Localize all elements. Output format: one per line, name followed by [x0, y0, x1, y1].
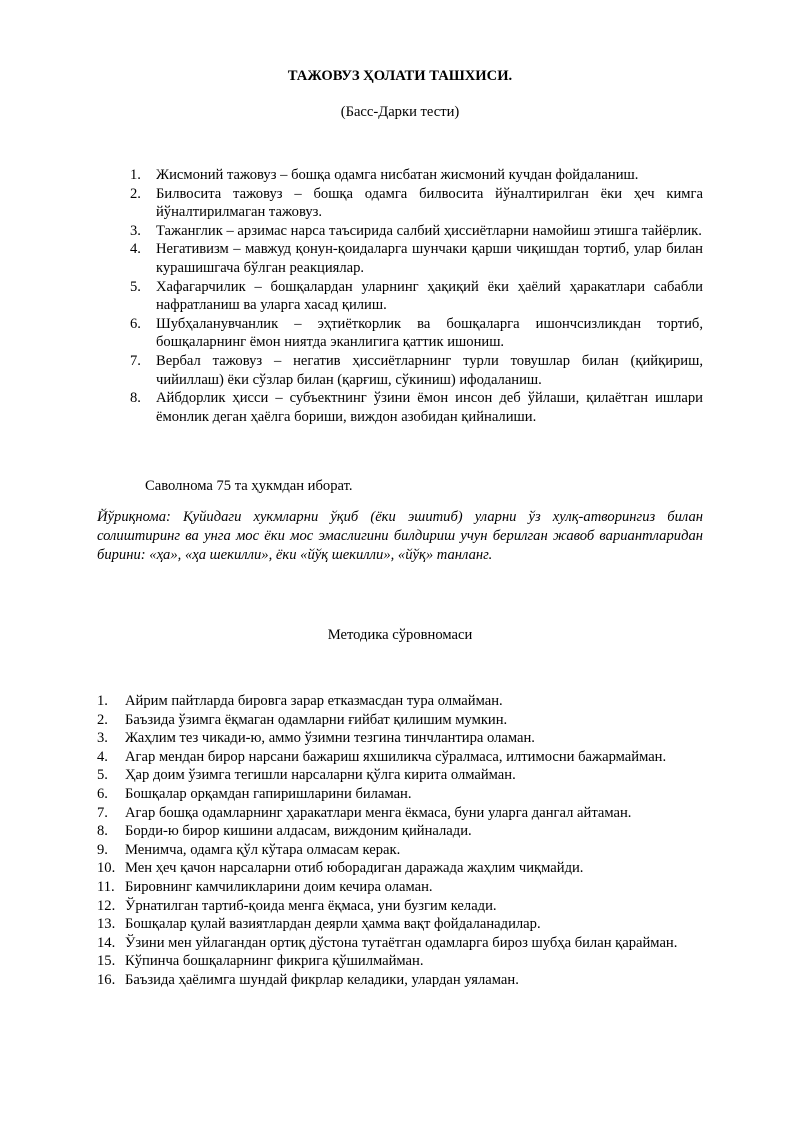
definition-item [130, 278, 703, 315]
question-item-text: Бировнинг камчиликларини доим кечира оламан. [125, 878, 433, 895]
question-item-number: 2. [97, 711, 108, 728]
question-item-text: Ҳар доим ўзимга тегишли нарсаларни қўлга кирита олмайман. [125, 767, 516, 784]
question-item [97, 711, 703, 730]
definition-item-number: 1. [130, 167, 141, 183]
definition-item [130, 315, 703, 352]
document-subtitle: (Басс-Дарки тести) [340, 104, 460, 120]
question-item-number: 15. [97, 953, 116, 970]
question-item-text: Бошқалар қулай вазиятлардан деярли ҳамма вақт фойдаланадилар. [125, 916, 541, 933]
question-item [97, 897, 703, 916]
definition-item-text: Негативизм – мавжуд қонун-қоидаларга шунчаки қарши чиқишдан тортиб, улар билан курашишгача бўлган реакциялар. [156, 241, 703, 276]
definitions-list [130, 166, 703, 426]
question-item-number: 8. [97, 823, 108, 840]
question-item-number: 16. [97, 971, 116, 988]
question-item [97, 785, 703, 804]
definition-item-number: 2. [130, 185, 141, 202]
document-title: ТАЖОВУЗ ҲОЛАТИ ТАШХИСИ. [287, 68, 513, 84]
question-item-number: 13. [97, 916, 116, 933]
question-item-number: 7. [97, 804, 108, 821]
definition-item-text: Жисмоний тажовуз – бошқа одамга нисбатан жисмоний кучдан фойдаланиш. [156, 167, 639, 183]
section-title: Методика сўровномаси [327, 627, 473, 643]
questions-list [97, 692, 703, 990]
definition-item-number: 7. [130, 352, 141, 369]
definition-item [130, 240, 703, 277]
summary-text: Саволнома 75 та ҳукмдан иборат. [145, 478, 353, 494]
definition-item-number: 3. [130, 222, 141, 239]
question-item [97, 729, 703, 748]
question-item [97, 841, 703, 860]
definition-item [130, 389, 703, 426]
question-item-text: Агар мендан бирор нарсани бажариш яхшиликча сўралмаса, илтимосни бажармайман. [125, 748, 667, 765]
question-item [97, 915, 703, 934]
question-item-number: 9. [97, 841, 108, 858]
definition-item [130, 185, 703, 222]
question-item-number: 14. [97, 934, 116, 951]
question-item-number: 12. [97, 897, 116, 914]
definition-item-number: 6. [130, 315, 141, 332]
question-item-number: 3. [97, 730, 108, 747]
question-item [97, 878, 703, 897]
question-item-text: Бошқалар орқамдан гапиришларини биламан. [125, 785, 412, 802]
question-item [97, 971, 703, 990]
question-item [97, 804, 703, 823]
question-item [97, 748, 703, 767]
question-item-text: Борди-ю бирор кишини алдасам, виждоним қийналади. [125, 823, 472, 840]
question-item-text: Жаҳлим тез чикади-ю, аммо ўзимни тезгина тинчлантира оламан. [125, 730, 535, 747]
question-item-number: 11. [97, 878, 115, 895]
definition-item [130, 166, 703, 185]
definition-item-number: 4. [130, 241, 141, 258]
definition-item-number: 8. [130, 390, 141, 407]
question-item-text: Айрим пайтларда бировга зарар етказмасдан тура олмайман. [125, 693, 503, 709]
question-item-text: Баъзида ўзимга ёқмаган одамларни ғийбат қилишим мумкин. [125, 711, 508, 728]
question-item [97, 766, 703, 785]
question-item-text: Баъзида ҳаёлимга шундай фикрлар келадики, улардан уяламан. [125, 971, 519, 988]
question-item-text: Кўпинча бошқаларнинг фикрига қўшилмайман. [125, 953, 424, 970]
definition-item [130, 352, 703, 389]
question-item-number: 10. [97, 860, 116, 877]
instruction-text: Йўриқнома: Қуйидаги хукмларни ўқиб (ёки эшитиб) уларни ўз хулқ-атворингиз билан солиштиринг ва унга мос ёки мос эмаслигини билдириш учун берилган жавоб вариантларидан бирини: «ҳа», «ҳа шекилли», ёки «йўқ шекилли», «йўқ» танланг. [97, 509, 703, 564]
question-item-text: Ўзини мен уйлагандан ортиқ дўстона тутаётган одамларга бироз шубҳа билан қарайман. [125, 934, 678, 951]
question-item-text: Мен ҳеч қачон нарсаларни отиб юборадиган даражада жаҳлим чиқмайди. [125, 860, 584, 877]
question-item [97, 822, 703, 841]
question-item [97, 692, 703, 711]
question-item-text: Ўрнатилган тартиб-қоида менга ёқмаса, уни бузгим келади. [125, 897, 497, 914]
definition-item-text: Вербал тажовуз – негатив ҳиссиётларнинг турли товушлар билан (қийқириш, чийиллаш) ёки сўзлар билан (қарғиш, сўкиниш) ифодаланиш. [156, 352, 703, 388]
question-item [97, 952, 703, 971]
question-item-number: 4. [97, 748, 108, 765]
question-item-number: 5. [97, 767, 108, 784]
question-item [97, 934, 703, 953]
question-item-number: 1. [97, 693, 108, 709]
question-item [97, 859, 703, 878]
definition-item-text: Билвосита тажовуз – бошқа одамга билвосита йўналтирилган ёки ҳеч кимга йўналтирилмаган тажовуз. [156, 185, 703, 221]
definition-item-text: Тажанглик – арзимас нарса таъсирида салбий ҳиссиётларни намойиш этишга тайёрлик. [156, 222, 702, 239]
question-item-number: 6. [97, 785, 108, 802]
definition-item-text: Хафагарчилик – бошқалардан уларнинг ҳақиқий ёки ҳаёлий ҳаракатлари сабабли нафратланиш ва уларга хасад қилиш. [156, 278, 703, 314]
definition-item-text: Шубҳаланувчанлик – эҳтиёткорлик ва бошқаларга ишончсизликдан тортиб, бошқаларнинг ёмон ниятда эканлигига қаттик ишониш. [156, 315, 703, 351]
definition-item-text: Айбдорлик ҳисси – субъектнинг ўзини ёмон инсон деб ўйлаши, қилаётган ишлари ёмонлик деган ҳаёлга бориши, виждон азобидан қийналиши. [156, 390, 703, 425]
question-item-text: Агар бошқа одамларнинг ҳаракатлари менга ёкмаса, буни уларга дангал айтаман. [125, 804, 632, 821]
question-item-text: Менимча, одамга қўл кўтара олмасам керак. [125, 841, 401, 858]
definition-item-number: 5. [130, 278, 141, 295]
definition-item [130, 222, 703, 241]
